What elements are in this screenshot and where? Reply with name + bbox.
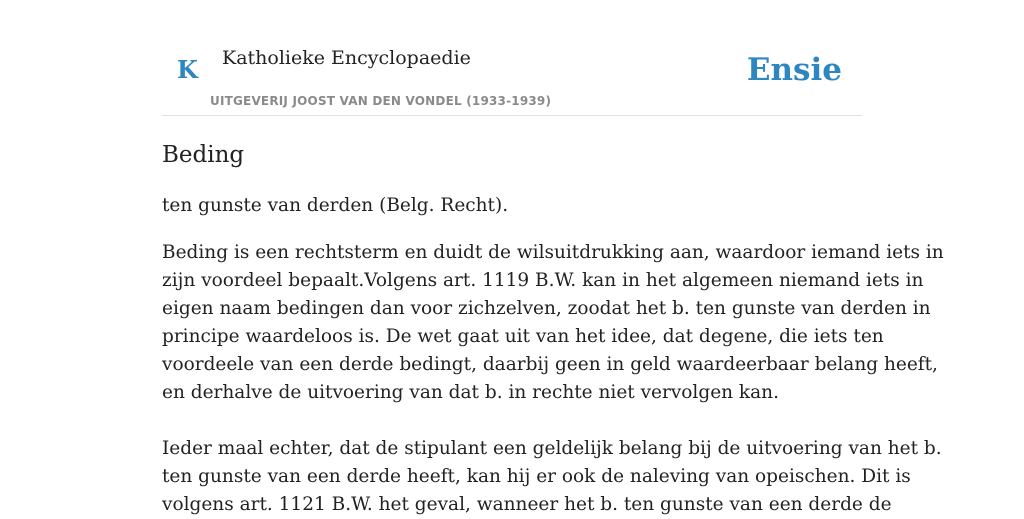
publisher-label: UITGEVERIJ JOOST VAN DEN VONDEL (1933-1939) [210,94,552,108]
text-line: Ieder maal echter, dat de stipulant een geldelijk belang bij de uitvoering van het b. [162,438,942,459]
paragraph-2 [162,435,942,519]
text-line: Beding is een rechtsterm en duidt de wilsuitdrukking aan, waardoor iemand iets in [162,242,944,263]
ensie-brand-link[interactable]: Ensie [746,52,842,88]
encyclopedia-logo-icon[interactable]: K [177,55,198,84]
encyclopedia-title-link[interactable]: Katholieke Encyclopaedie [222,47,471,69]
text-line: ten gunste van een derde heeft, kan hij er ook de naleving van opeischen. Dit is [162,466,911,487]
text-line: zijn voordeel bepaalt.Volgens art. 1119 B.W. kan in het algemeen niemand iets in [162,270,924,291]
text-line: voordeele van een derde bedingt, daarbij geen in geld waardeerbaar belang heeft, [162,354,938,375]
text-line: en derhalve de uitvoering van dat b. in rechte niet vervolgen kan. [162,382,779,403]
entry-body [162,239,944,519]
text-line: eigen naam bedingen dan voor zichzelven, zoodat het b. ten gunste van derden in [162,298,931,319]
entry-title: Beding [162,142,245,168]
text-line: principe waardeloos is. De wet gaat uit van het idee, dat degene, die iets ten [162,326,884,347]
text-line: volgens art. 1121 B.W. het geval, wanneer het b. ten gunste van een derde de [162,494,892,515]
site-header [162,0,862,116]
entry-subtitle: ten gunste van derden (Belg. Recht). [162,195,509,216]
article-page [162,0,944,515]
paragraph-1 [162,239,944,407]
paragraph-gap [162,407,862,435]
